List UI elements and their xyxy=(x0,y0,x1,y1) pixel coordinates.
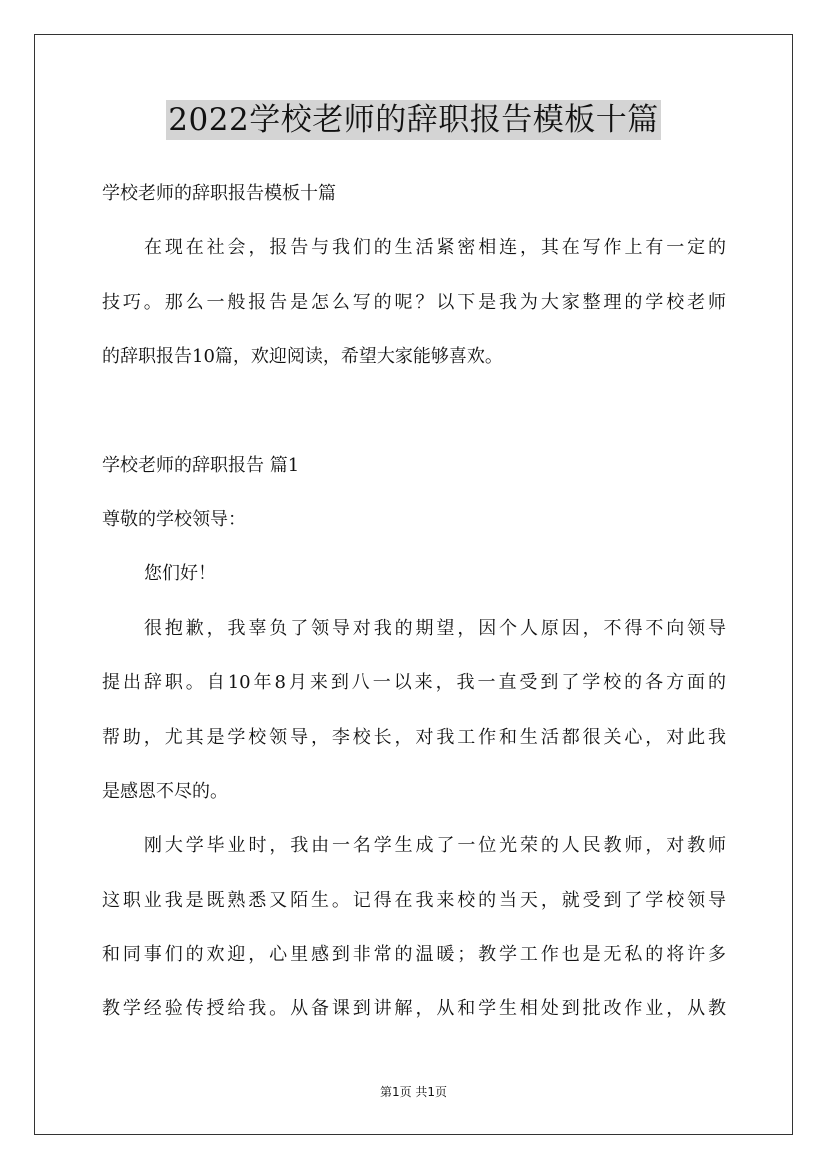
page-number: 第1页 共1页 xyxy=(379,1085,448,1099)
spacer xyxy=(102,390,726,444)
paragraph-line: 教学经验传授给我。从备课到讲解，从和学生相处到批改作业，从教 xyxy=(102,998,726,1020)
paragraph-line: 是感恩不尽的。 xyxy=(102,780,228,802)
intro-line: 在现在社会，报告与我们的生活紧密相连，其在写作上有一定的 xyxy=(144,237,726,259)
page-footer xyxy=(0,1083,827,1100)
intro-line: 技巧。那么一般报告是怎么写的呢？以下是我为大家整理的学校老师 xyxy=(102,291,726,313)
title-container xyxy=(0,100,827,140)
paragraph-line: 这职业我是既熟悉又陌生。记得在我来校的当天，就受到了学校领导 xyxy=(102,889,726,911)
paragraph-line: 和同事们的欢迎，心里感到非常的温暖；教学工作也是无私的将许多 xyxy=(102,944,726,966)
paragraph-line: 帮助，尤其是学校领导，李校长，对我工作和生活都很关心，对此我 xyxy=(102,726,726,748)
document-title: 2022学校老师的辞职报告模板十篇 xyxy=(168,102,659,138)
paragraph-line: 刚大学毕业时，我由一名学生成了一位光荣的人民教师，对教师 xyxy=(144,835,726,857)
greeting: 您们好！ xyxy=(144,563,216,585)
paragraph-line: 很抱歉，我辜负了领导对我的期望，因个人原因，不得不向领导 xyxy=(144,617,726,639)
section-heading: 学校老师的辞职报告 篇1 xyxy=(102,454,300,476)
paragraph-line: 提出辞职。自10年8月来到八一以来，我一直受到了学校的各方面的 xyxy=(102,672,726,694)
intro-line: 的辞职报告10篇，欢迎阅读，希望大家能够喜欢。 xyxy=(102,346,503,368)
subtitle: 学校老师的辞职报告模板十篇 xyxy=(102,183,336,204)
document-body xyxy=(102,172,726,1042)
salutation: 尊敬的学校领导： xyxy=(102,508,246,530)
